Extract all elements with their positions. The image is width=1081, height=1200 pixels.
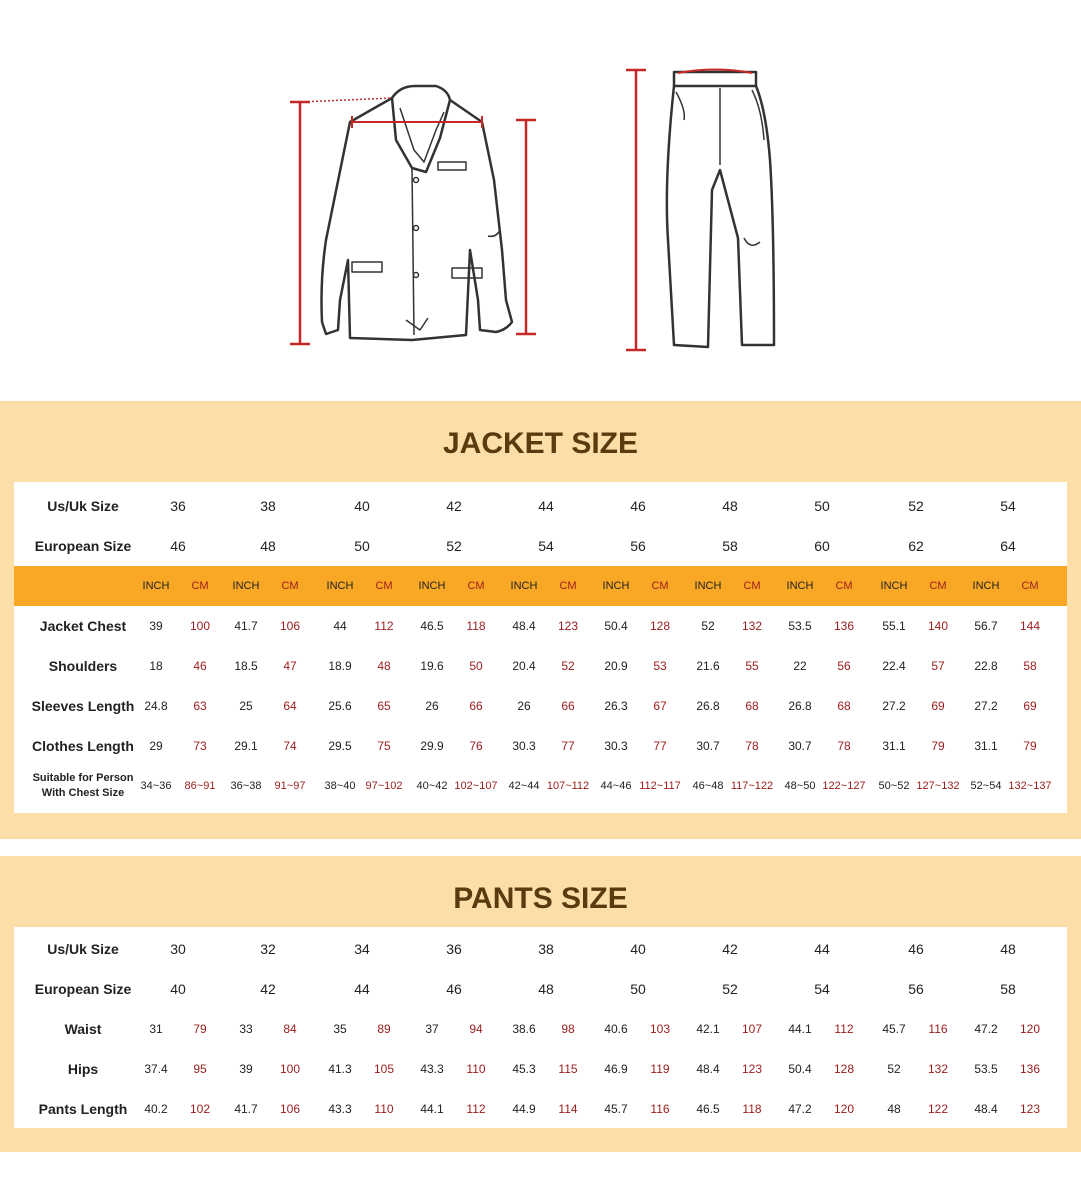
row-label: Hips bbox=[67, 1061, 99, 1077]
cm-value: 132 bbox=[927, 1062, 949, 1076]
size-value: 54 bbox=[538, 538, 554, 554]
jacket-size-title: JACKET SIZE bbox=[442, 427, 639, 460]
cm-range: 117~122 bbox=[730, 780, 774, 792]
jacket-outline-icon bbox=[322, 86, 513, 340]
cm-value: 106 bbox=[279, 1102, 301, 1116]
cm-value: 132 bbox=[741, 619, 763, 633]
cm-value: 105 bbox=[373, 1062, 395, 1076]
unit-inch-label: INCH bbox=[880, 580, 908, 592]
cm-value: 140 bbox=[927, 619, 949, 633]
suitable-chest-row bbox=[14, 766, 1067, 806]
size-value: 58 bbox=[722, 538, 738, 554]
cm-value: 115 bbox=[558, 1062, 578, 1076]
size-value: 52 bbox=[446, 538, 462, 554]
cm-value: 123 bbox=[741, 1062, 763, 1076]
size-value: 38 bbox=[538, 941, 554, 957]
pants-outline-icon bbox=[667, 72, 774, 347]
cm-value: 64 bbox=[283, 699, 297, 713]
inch-value: 50.4 bbox=[788, 1062, 812, 1076]
unit-cm-label: CM bbox=[835, 580, 853, 592]
jacket-size-section bbox=[0, 401, 1081, 839]
cm-value: 68 bbox=[745, 699, 759, 713]
unit-cm-label: CM bbox=[743, 580, 761, 592]
size-value: 58 bbox=[1000, 981, 1016, 997]
cm-range: 102~107 bbox=[454, 780, 498, 792]
size-value: 46 bbox=[446, 981, 462, 997]
size-value: 40 bbox=[630, 941, 646, 957]
inch-value: 26.8 bbox=[788, 699, 812, 713]
inch-value: 39 bbox=[239, 1062, 253, 1076]
cm-value: 89 bbox=[377, 1022, 391, 1036]
inch-value: 46.5 bbox=[696, 1102, 720, 1116]
cm-value: 116 bbox=[928, 1022, 948, 1036]
measurement-row bbox=[14, 606, 1067, 646]
inch-value: 56.7 bbox=[974, 619, 998, 633]
inch-value: 31.1 bbox=[882, 739, 906, 753]
inch-value: 44.1 bbox=[420, 1102, 444, 1116]
inch-value: 35 bbox=[333, 1022, 347, 1036]
unit-cm-label: CM bbox=[929, 580, 947, 592]
inch-value: 26.8 bbox=[696, 699, 720, 713]
inch-value: 18 bbox=[149, 659, 163, 673]
cm-range: 107~112 bbox=[546, 780, 590, 792]
cm-value: 102 bbox=[189, 1102, 211, 1116]
cm-value: 56 bbox=[837, 659, 851, 673]
cm-value: 69 bbox=[1023, 699, 1037, 713]
inch-value: 31.1 bbox=[974, 739, 998, 753]
inch-range: 48~50 bbox=[784, 780, 816, 792]
size-value: 56 bbox=[630, 538, 646, 554]
inch-value: 29 bbox=[149, 739, 163, 753]
inch-value: 45.7 bbox=[604, 1102, 628, 1116]
cm-value: 118 bbox=[466, 619, 486, 633]
inch-range: 42~44 bbox=[508, 780, 540, 792]
cm-value: 95 bbox=[193, 1062, 207, 1076]
inch-range: 34~36 bbox=[140, 780, 172, 792]
inch-value: 20.9 bbox=[604, 659, 628, 673]
cm-value: 53 bbox=[653, 659, 667, 673]
size-value: 46 bbox=[170, 538, 186, 554]
size-value: 44 bbox=[538, 498, 554, 514]
us-uk-size-row bbox=[14, 486, 1067, 526]
inch-value: 31 bbox=[149, 1022, 163, 1036]
size-value: 42 bbox=[446, 498, 462, 514]
cm-value: 58 bbox=[1023, 659, 1037, 673]
size-value: 42 bbox=[722, 941, 738, 957]
cm-value: 66 bbox=[561, 699, 575, 713]
cm-value: 110 bbox=[466, 1062, 486, 1076]
unit-cm-label: CM bbox=[651, 580, 669, 592]
inch-value: 39 bbox=[149, 619, 163, 633]
cm-range: 122~127 bbox=[822, 780, 866, 792]
size-value: 50 bbox=[630, 981, 646, 997]
size-value: 46 bbox=[908, 941, 924, 957]
cm-value: 103 bbox=[649, 1022, 671, 1036]
inch-range: 44~46 bbox=[600, 780, 632, 792]
cm-range: 112~117 bbox=[639, 780, 681, 792]
row-label: Jacket Chest bbox=[39, 618, 127, 634]
cm-value: 136 bbox=[833, 619, 855, 633]
inch-value: 45.7 bbox=[882, 1022, 906, 1036]
inch-value: 52 bbox=[887, 1062, 901, 1076]
inch-value: 45.3 bbox=[512, 1062, 536, 1076]
measurement-row bbox=[14, 726, 1067, 766]
cm-value: 106 bbox=[279, 619, 301, 633]
size-value: 40 bbox=[170, 981, 186, 997]
inch-value: 37 bbox=[425, 1022, 439, 1036]
row-label-line: Suitable for Person bbox=[32, 772, 134, 784]
cm-value: 120 bbox=[1019, 1022, 1041, 1036]
cm-value: 118 bbox=[742, 1102, 762, 1116]
cm-value: 123 bbox=[1019, 1102, 1041, 1116]
unit-cm-label: CM bbox=[375, 580, 393, 592]
inch-value: 48.4 bbox=[974, 1102, 998, 1116]
cm-range: 127~132 bbox=[916, 780, 960, 792]
size-value: 62 bbox=[908, 538, 924, 554]
inch-value: 26.3 bbox=[604, 699, 628, 713]
inch-range: 38~40 bbox=[324, 780, 356, 792]
size-value: 34 bbox=[354, 941, 370, 957]
inch-value: 18.5 bbox=[234, 659, 258, 673]
size-value: 48 bbox=[722, 498, 738, 514]
inch-range: 40~42 bbox=[416, 780, 448, 792]
inch-value: 46.9 bbox=[604, 1062, 628, 1076]
inch-value: 47.2 bbox=[974, 1022, 998, 1036]
inch-value: 20.4 bbox=[512, 659, 536, 673]
inch-value: 21.6 bbox=[696, 659, 720, 673]
measurement-row bbox=[14, 646, 1067, 686]
cm-value: 114 bbox=[558, 1102, 578, 1116]
unit-inch-label: INCH bbox=[326, 580, 354, 592]
unit-inch-label: INCH bbox=[418, 580, 446, 592]
size-value: 30 bbox=[170, 941, 186, 957]
cm-value: 79 bbox=[931, 739, 945, 753]
row-label: Waist bbox=[64, 1021, 102, 1037]
cm-value: 48 bbox=[377, 659, 391, 673]
cm-value: 110 bbox=[374, 1102, 394, 1116]
inch-value: 27.2 bbox=[882, 699, 906, 713]
row-label: Pants Length bbox=[38, 1101, 128, 1117]
jacket-size-table bbox=[14, 482, 1067, 813]
cm-value: 79 bbox=[1023, 739, 1037, 753]
cm-value: 67 bbox=[653, 699, 667, 713]
size-value: 48 bbox=[260, 538, 276, 554]
inch-value: 40.2 bbox=[144, 1102, 168, 1116]
row-label: Clothes Length bbox=[32, 738, 134, 754]
inch-value: 30.7 bbox=[788, 739, 812, 753]
inch-value: 43.3 bbox=[420, 1062, 444, 1076]
cm-value: 123 bbox=[557, 619, 579, 633]
size-value: 42 bbox=[260, 981, 276, 997]
row-label: Shoulders bbox=[48, 658, 118, 674]
cm-value: 98 bbox=[561, 1022, 575, 1036]
size-value: 48 bbox=[1000, 941, 1016, 957]
inch-value: 41.3 bbox=[328, 1062, 352, 1076]
cm-value: 122 bbox=[927, 1102, 949, 1116]
cm-value: 69 bbox=[931, 699, 945, 713]
inch-value: 44.1 bbox=[788, 1022, 812, 1036]
cm-value: 47 bbox=[283, 659, 297, 673]
unit-inch-label: INCH bbox=[972, 580, 1000, 592]
cm-value: 112 bbox=[466, 1102, 486, 1116]
unit-cm-label: CM bbox=[1021, 580, 1039, 592]
row-label: Us/Uk Size bbox=[47, 498, 119, 514]
cm-value: 46 bbox=[193, 659, 207, 673]
measurement-row bbox=[14, 1009, 1067, 1049]
cm-value: 57 bbox=[931, 659, 945, 673]
unit-cm-label: CM bbox=[559, 580, 577, 592]
size-value: 54 bbox=[1000, 498, 1016, 514]
cm-value: 136 bbox=[1019, 1062, 1041, 1076]
unit-cm-label: CM bbox=[467, 580, 485, 592]
size-value: 54 bbox=[814, 981, 830, 997]
inch-value: 50.4 bbox=[604, 619, 628, 633]
size-illustration bbox=[0, 0, 1081, 400]
inch-range: 50~52 bbox=[878, 780, 910, 792]
pants-size-title: PANTS SIZE bbox=[453, 882, 628, 915]
inch-value: 25 bbox=[239, 699, 253, 713]
size-value: 50 bbox=[354, 538, 370, 554]
size-value: 64 bbox=[1000, 538, 1016, 554]
cm-value: 66 bbox=[469, 699, 483, 713]
cm-value: 112 bbox=[374, 619, 394, 633]
inch-value: 41.7 bbox=[234, 1102, 258, 1116]
unit-cm-label: CM bbox=[191, 580, 209, 592]
inch-value: 19.6 bbox=[420, 659, 444, 673]
cm-value: 75 bbox=[377, 739, 391, 753]
inch-value: 18.9 bbox=[328, 659, 352, 673]
inch-range: 46~48 bbox=[692, 780, 724, 792]
size-value: 48 bbox=[538, 981, 554, 997]
cm-value: 100 bbox=[279, 1062, 301, 1076]
inch-range: 52~54 bbox=[970, 780, 1002, 792]
cm-value: 50 bbox=[469, 659, 483, 673]
cm-value: 55 bbox=[745, 659, 759, 673]
size-value: 60 bbox=[814, 538, 830, 554]
unit-inch-label: INCH bbox=[142, 580, 170, 592]
cm-value: 79 bbox=[193, 1022, 207, 1036]
inch-value: 53.5 bbox=[974, 1062, 998, 1076]
inch-value: 47.2 bbox=[788, 1102, 812, 1116]
cm-value: 112 bbox=[834, 1022, 854, 1036]
measurement-row bbox=[14, 1089, 1067, 1129]
unit-cm-label: CM bbox=[281, 580, 299, 592]
size-value: 56 bbox=[908, 981, 924, 997]
cm-range: 132~137 bbox=[1008, 780, 1052, 792]
size-value: 32 bbox=[260, 941, 276, 957]
inch-value: 48.4 bbox=[696, 1062, 720, 1076]
size-value: 52 bbox=[908, 498, 924, 514]
inch-value: 37.4 bbox=[144, 1062, 168, 1076]
size-value: 50 bbox=[814, 498, 830, 514]
cm-value: 63 bbox=[193, 699, 207, 713]
inch-value: 40.6 bbox=[604, 1022, 628, 1036]
cm-value: 77 bbox=[653, 739, 667, 753]
cm-range: 97~102 bbox=[365, 780, 403, 792]
size-value: 52 bbox=[722, 981, 738, 997]
cm-value: 73 bbox=[193, 739, 207, 753]
inch-value: 55.1 bbox=[882, 619, 906, 633]
inch-value: 22.4 bbox=[882, 659, 906, 673]
row-label: European Size bbox=[34, 538, 132, 554]
inch-value: 22 bbox=[793, 659, 807, 673]
inch-value: 48.4 bbox=[512, 619, 536, 633]
size-value: 36 bbox=[170, 498, 186, 514]
cm-range: 91~97 bbox=[274, 780, 306, 792]
cm-value: 100 bbox=[189, 619, 211, 633]
cm-value: 52 bbox=[561, 659, 575, 673]
inch-value: 29.1 bbox=[234, 739, 258, 753]
inch-value: 30.3 bbox=[604, 739, 628, 753]
us-uk-size-row bbox=[14, 929, 1067, 969]
inch-value: 38.6 bbox=[512, 1022, 536, 1036]
cm-value: 119 bbox=[650, 1062, 670, 1076]
cm-range: 86~91 bbox=[184, 780, 216, 792]
inch-value: 43.3 bbox=[328, 1102, 352, 1116]
cm-value: 107 bbox=[741, 1022, 763, 1036]
unit-inch-label: INCH bbox=[232, 580, 260, 592]
cm-value: 84 bbox=[283, 1022, 297, 1036]
row-label-line: With Chest Size bbox=[41, 787, 125, 799]
cm-value: 77 bbox=[561, 739, 575, 753]
measurement-row bbox=[14, 686, 1067, 726]
cm-value: 76 bbox=[469, 739, 483, 753]
cm-value: 65 bbox=[377, 699, 391, 713]
unit-inch-label: INCH bbox=[510, 580, 538, 592]
inch-value: 30.3 bbox=[512, 739, 536, 753]
inch-value: 42.1 bbox=[696, 1022, 720, 1036]
size-value: 36 bbox=[446, 941, 462, 957]
unit-inch-label: INCH bbox=[602, 580, 630, 592]
pants-measure-lines bbox=[626, 70, 752, 351]
pants-size-section bbox=[0, 856, 1081, 1152]
size-value: 46 bbox=[630, 498, 646, 514]
cm-value: 116 bbox=[650, 1102, 670, 1116]
inch-value: 46.5 bbox=[420, 619, 444, 633]
inch-value: 25.6 bbox=[328, 699, 352, 713]
cm-value: 68 bbox=[837, 699, 851, 713]
cm-value: 128 bbox=[649, 619, 671, 633]
size-value: 40 bbox=[354, 498, 370, 514]
inch-value: 33 bbox=[239, 1022, 253, 1036]
inch-value: 22.8 bbox=[974, 659, 998, 673]
inch-value: 30.7 bbox=[696, 739, 720, 753]
inch-value: 53.5 bbox=[788, 619, 812, 633]
row-label: Sleeves Length bbox=[31, 698, 135, 714]
inch-value: 52 bbox=[701, 619, 715, 633]
size-value: 38 bbox=[260, 498, 276, 514]
inch-value: 44.9 bbox=[512, 1102, 536, 1116]
inch-value: 44 bbox=[333, 619, 347, 633]
size-value: 44 bbox=[814, 941, 830, 957]
inch-value: 27.2 bbox=[974, 699, 998, 713]
cm-value: 78 bbox=[745, 739, 759, 753]
cm-value: 94 bbox=[469, 1022, 483, 1036]
inch-value: 29.5 bbox=[328, 739, 352, 753]
cm-value: 128 bbox=[833, 1062, 855, 1076]
row-label: European Size bbox=[34, 981, 132, 997]
unit-inch-label: INCH bbox=[786, 580, 814, 592]
pants-size-table bbox=[14, 927, 1067, 1128]
unit-inch-label: INCH bbox=[694, 580, 722, 592]
row-label: Us/Uk Size bbox=[47, 941, 119, 957]
cm-value: 78 bbox=[837, 739, 851, 753]
inch-value: 48 bbox=[887, 1102, 901, 1116]
european-size-row bbox=[14, 526, 1067, 566]
inch-value: 26 bbox=[425, 699, 439, 713]
european-size-row bbox=[14, 969, 1067, 1009]
inch-value: 29.9 bbox=[420, 739, 444, 753]
size-value: 44 bbox=[354, 981, 370, 997]
inch-range: 36~38 bbox=[230, 780, 262, 792]
inch-value: 41.7 bbox=[234, 619, 258, 633]
inch-value: 24.8 bbox=[144, 699, 168, 713]
cm-value: 120 bbox=[833, 1102, 855, 1116]
cm-value: 144 bbox=[1019, 619, 1041, 633]
measurement-row bbox=[14, 1049, 1067, 1089]
cm-value: 74 bbox=[283, 739, 297, 753]
inch-value: 26 bbox=[517, 699, 531, 713]
unit-header-row bbox=[14, 566, 1067, 606]
garment-diagram bbox=[0, 0, 1081, 400]
